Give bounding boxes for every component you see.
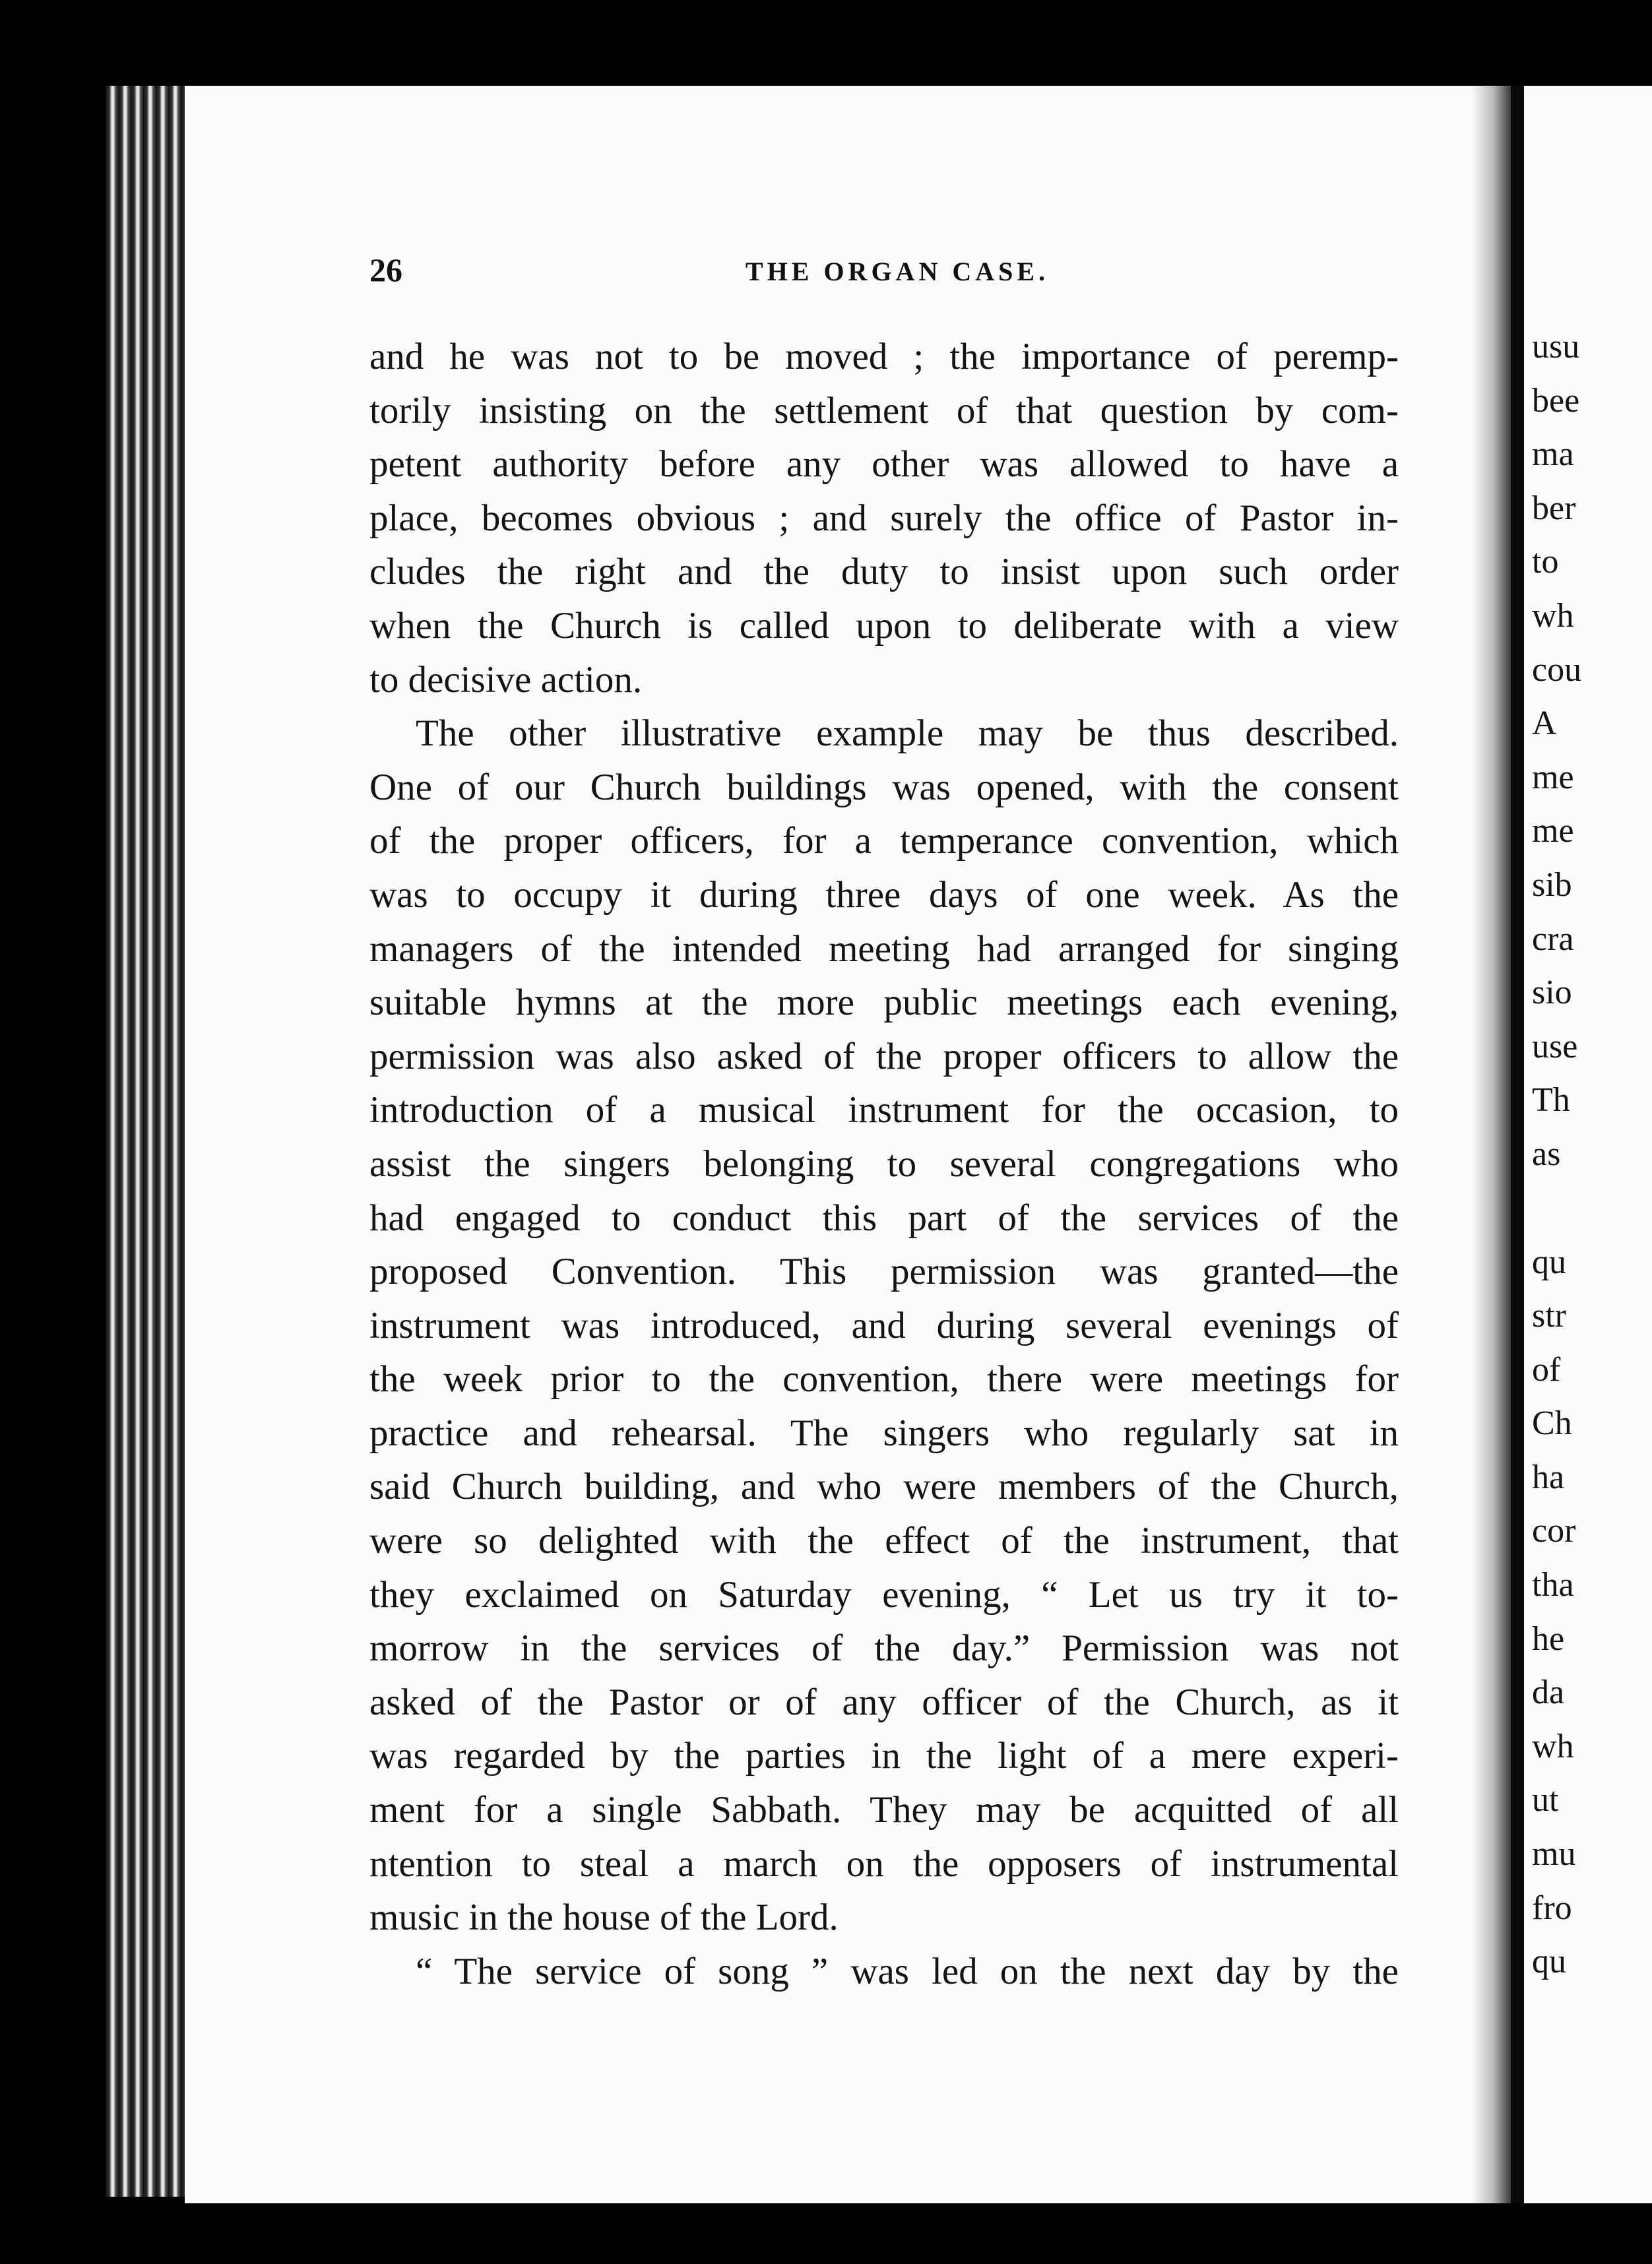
text-line: instrument was introduced, and during several evenings of — [369, 1304, 1399, 1346]
text-line: permission was also asked of the proper officers to allow the — [369, 1035, 1399, 1077]
right-page-fragment: ma — [1532, 435, 1574, 474]
text-line: were so delighted with the effect of the instrument, that — [369, 1520, 1399, 1562]
text-line: was to occupy it during three days of one week. As the — [369, 873, 1399, 916]
text-line: asked of the Pastor or of any officer of the Church, as it — [369, 1681, 1399, 1723]
fragment-gap — [1532, 1181, 1581, 1236]
right-page-fragments — [1532, 320, 1581, 1989]
right-page-fragment: cra — [1532, 920, 1574, 958]
text-line: said Church building, and who were members of the Church, — [369, 1466, 1399, 1508]
right-page-fragment: cor — [1532, 1512, 1576, 1550]
right-page-fragment: Ch — [1532, 1404, 1572, 1443]
text-line: suitable hymns at the more public meetings each evening, — [369, 982, 1399, 1024]
text-line: managers of the intended meeting had arranged for singing — [369, 928, 1399, 970]
right-page-fragment: mu — [1532, 1835, 1576, 1873]
text-line: The other illustrative example may be thus described. — [416, 712, 1399, 755]
right-page-fragment: qu — [1532, 1243, 1566, 1281]
right-page-fragment: of — [1532, 1350, 1561, 1389]
text-line: torily insisting on the settlement of that question by com- — [369, 389, 1399, 431]
text-line: of the proper officers, for a temperance convention, which — [369, 820, 1399, 862]
text-line: One of our Church buildings was opened, with the consent — [369, 766, 1399, 808]
right-page-fragment: cou — [1532, 650, 1582, 689]
text-line: ment for a single Sabbath. They may be acquitted of all — [369, 1789, 1399, 1831]
text-line: cludes the right and the duty to insist upon such order — [369, 551, 1399, 593]
right-page-fragment: usu — [1532, 328, 1580, 365]
right-page-fragment: Th — [1532, 1081, 1570, 1119]
text-line: and he was not to be moved ; the importance of peremp- — [369, 336, 1399, 377]
text-line: practice and rehearsal. The singers who regularly sat in — [369, 1412, 1399, 1454]
book-gutter — [1511, 86, 1524, 2203]
page-stack-edges — [106, 86, 185, 2197]
text-line: “ The service of song ” was led on the next day by the — [416, 1950, 1399, 1992]
text-line: when the Church is called upon to deliberate with a view — [369, 604, 1399, 646]
spine-shadow — [1471, 86, 1511, 2203]
right-page-fragment: qu — [1532, 1943, 1566, 1981]
right-page-fragment: fro — [1532, 1889, 1572, 1927]
right-page-fragment: bee — [1532, 381, 1580, 420]
right-page-fragment: sio — [1532, 974, 1572, 1012]
right-page-fragment: tha — [1532, 1566, 1574, 1604]
right-page-fragment: ber — [1532, 489, 1576, 527]
right-page-fragment: A — [1532, 705, 1557, 743]
text-line: music in the house of the Lord. — [369, 1897, 839, 1939]
text-line: was regarded by the parties in the light of a mere experi- — [369, 1735, 1399, 1777]
page-number: 26 — [369, 251, 402, 288]
running-head — [369, 251, 1399, 297]
text-line: they exclaimed on Saturday evening, “ Let us try it to- — [369, 1573, 1399, 1616]
right-page-fragment: wh — [1532, 1727, 1574, 1765]
right-page-fragment: ha — [1532, 1458, 1565, 1496]
right-page-fragment: me — [1532, 758, 1574, 796]
right-page-fragment: sib — [1532, 865, 1572, 904]
running-title: THE ORGAN CASE. — [745, 257, 1050, 286]
right-page — [1524, 86, 1652, 2203]
right-page-fragment: as — [1532, 1135, 1561, 1173]
text-line: assist the singers belonging to several congregations who — [369, 1143, 1399, 1185]
text-line: morrow in the services of the day.” Permission was not — [369, 1627, 1399, 1670]
text-line: petent authority before any other was allowed to have a — [369, 443, 1399, 486]
right-page-fragment: ut — [1532, 1781, 1559, 1819]
right-page-fragment: da — [1532, 1674, 1565, 1712]
right-page-fragment: str — [1532, 1297, 1566, 1335]
text-line: proposed Convention. This permission was granted—the — [369, 1251, 1399, 1293]
right-page-fragment: wh — [1532, 596, 1574, 635]
text-line: introduction of a musical instrument for the occasion, to — [369, 1089, 1399, 1131]
right-page-fragment: to — [1532, 543, 1559, 581]
text-line: had engaged to conduct this part of the services of the — [369, 1197, 1399, 1239]
right-page-fragment: he — [1532, 1619, 1565, 1658]
body-text — [369, 330, 1399, 1998]
text-line: ntention to steal a march on the opposers of instrumental — [369, 1842, 1399, 1885]
text-line: place, becomes obvious ; and surely the office of Pastor in- — [369, 497, 1399, 539]
right-page-fragment: use — [1532, 1027, 1578, 1065]
text-line: the week prior to the convention, there were meetings for — [369, 1358, 1399, 1400]
text-line: to decisive action. — [369, 658, 643, 701]
right-page-fragment: me — [1532, 812, 1574, 850]
